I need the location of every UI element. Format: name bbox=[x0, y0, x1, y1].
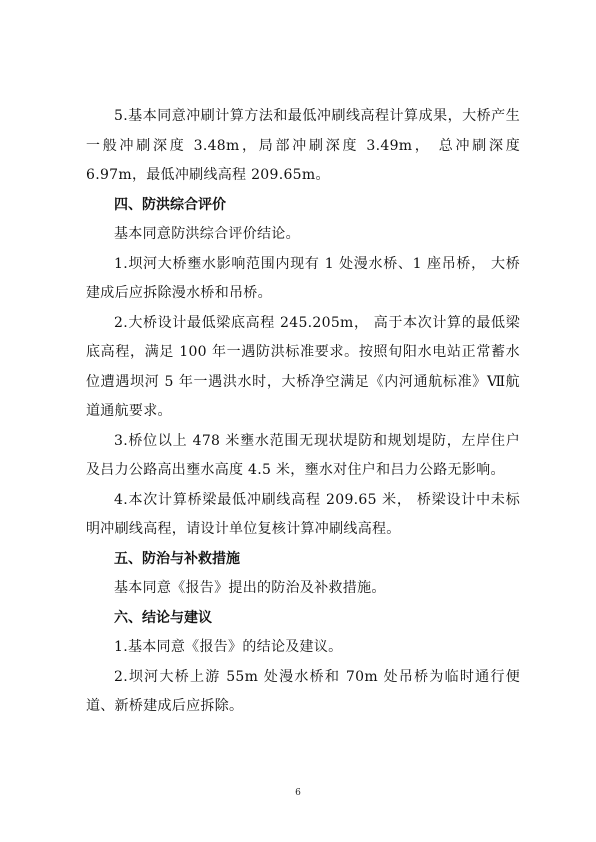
document-body bbox=[86, 102, 520, 722]
paragraph-remedial-agree: 基本同意《报告》提出的防治及补救措施。 bbox=[114, 580, 386, 596]
paragraph-item-2-beam-elevation: 2.大桥设计最低梁底高程 245.205m， 高于本次计算的最低梁底高程，满足 100 年一遇防洪标准要求。按照旬阳水电站正常蓄水位遭遇坝河 5 年一遇洪水时，大桥净空满足《内河通航标准》Ⅶ航道通航要求。 bbox=[86, 314, 520, 419]
section-heading-conclusions: 六、结论与建议 bbox=[114, 609, 212, 626]
paragraph-item-1-backwater: 1.坝河大桥壅水影响范围内现有 1 处漫水桥、1 座吊桥， 大桥建成后应拆除漫水桥和吊桥。 bbox=[86, 255, 520, 301]
paragraph-flood-evaluation-agree: 基本同意防洪综合评价结论。 bbox=[114, 226, 300, 242]
section-heading-flood-evaluation: 四、防洪综合评价 bbox=[114, 196, 226, 213]
page-number: 6 bbox=[295, 788, 301, 798]
paragraph-item-4-scour-line: 4.本次计算桥梁最低冲刷线高程 209.65 米， 桥梁设计中未标明冲刷线高程，请设计单位复核计算冲刷线高程。 bbox=[86, 491, 520, 537]
paragraph-item-3-levee: 3.桥位以上 478 米壅水范围无现状堤防和规划堤防，左岸住户及吕力公路高出壅水高度 4.5 米，壅水对住户和吕力公路无影响。 bbox=[86, 432, 520, 478]
section-heading-remedial-measures: 五、防治与补救措施 bbox=[114, 550, 240, 567]
paragraph-scour-results: 5.基本同意冲刷计算方法和最低冲刷线高程计算成果，大桥产生一般冲刷深度 3.48m，局部冲刷深度 3.49m， 总冲刷深度 6.97m，最低冲刷线高程 209.65m。 bbox=[86, 108, 520, 183]
paragraph-conclusion-1: 1.基本同意《报告》的结论及建议。 bbox=[114, 639, 343, 655]
paragraph-conclusion-2: 2.坝河大桥上游 55m 处漫水桥和 70m 处吊桥为临时通行便道、新桥建成后应拆除。 bbox=[86, 668, 520, 714]
